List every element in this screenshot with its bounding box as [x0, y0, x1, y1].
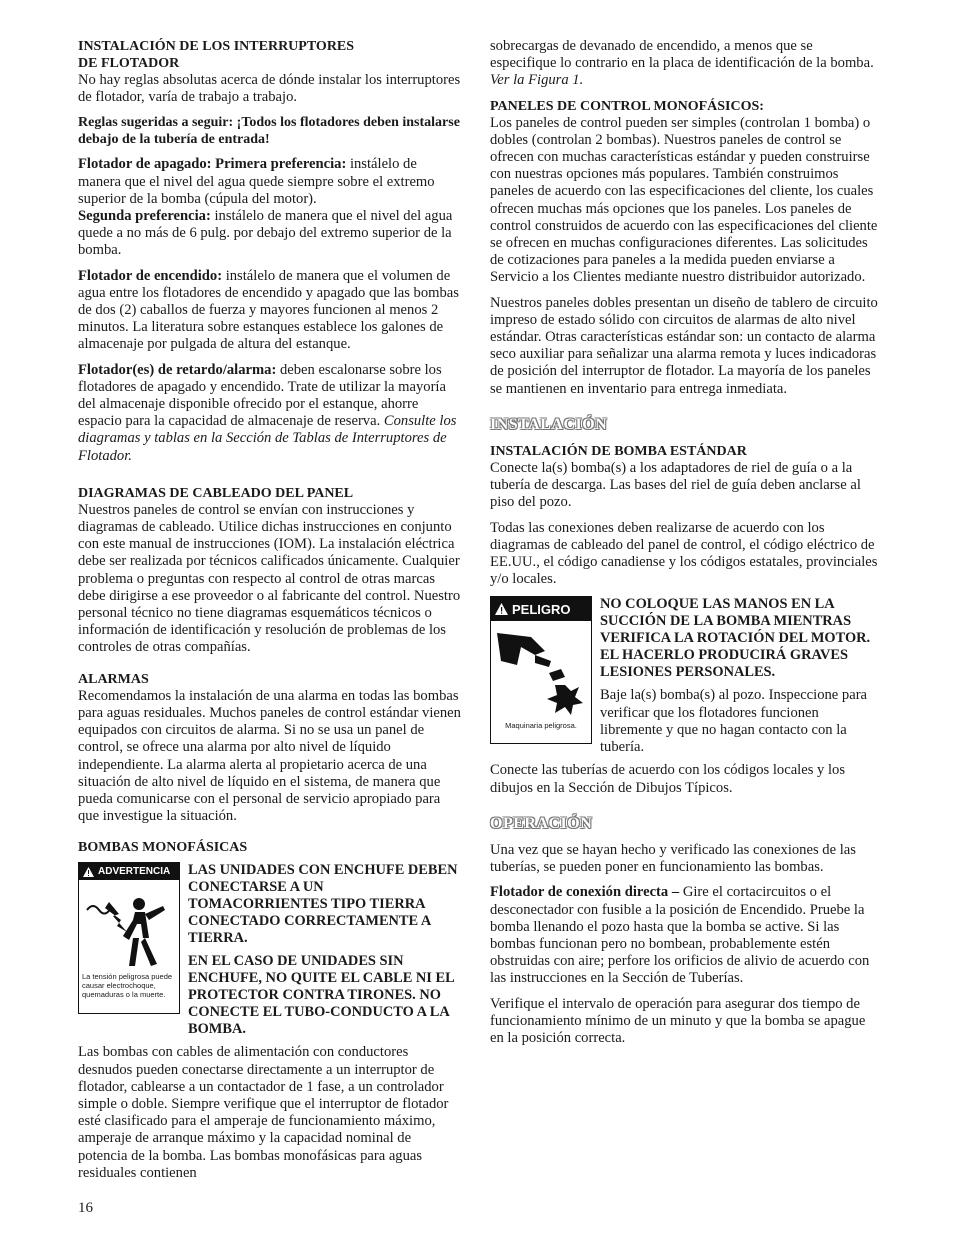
- installation-section-title: INSTALACIÓN: [490, 415, 608, 433]
- danger-triangle-icon: [495, 603, 508, 615]
- single-phase-heading: BOMBAS MONOFÁSICAS: [78, 840, 248, 856]
- panels-heading: PANELES DE CONTROL MONOFÁSICOS:: [490, 98, 764, 114]
- danger-label-panel: [490, 596, 592, 744]
- danger-text: NO COLOQUE LAS MANOS EN LA SUCCIÓN DE LA BOMBA MIENTRAS VERIFICA LA ROTACIÓN DEL MOTOR. EL HACERLO PRODUCIRÁ GRAVES LESIONES PERSONALES. Baje la(s) bomba(s) al pozo. Inspeccione para verificar que los flotadores funcionen libremente y que no hagan contacto con la tubería.: [600, 596, 871, 756]
- panels-text-1: Los paneles de control pueden ser simples (controlan 1 bomba) o dobles (controlan 2 bombas). Nuestros paneles de control se ofrecen con muchas características estándar y pueden construirse con nuestras opciones más populares. También construimos paneles de acuerdo con las especificaciones del cliente, los cuales ofrecen muchas más opciones que los paneles. Los paneles de control construidos de acuerdo con las especificaciones del cliente se ofrecen en muchas configuraciones diferentes. Las solicitudes de cotizaciones para paneles a la medida pueden enviarse a Servicio a los Clientes mediante nuestro distribuidor autorizado.: [490, 114, 878, 286]
- warning-tag: ADVERTENCIA: [79, 863, 179, 880]
- danger-block: [490, 596, 880, 756]
- panels-text-2: Nuestros paneles dobles presentan un diseño de tablero de circuito impreso de estado sólido con circuitos de alarmas de alto nivel estándar. Otras características estándar son: un contacto de alarma seco auxiliar para señalizar una alarma remota y luces indicadoras de posición del interruptor de flotador. La mayoría de los paneles se mantienen en inventario para entrega inmediata.: [490, 294, 878, 397]
- warning-triangle-icon: [83, 867, 94, 877]
- operation-section-title: OPERACIÓN: [490, 814, 593, 832]
- operation-text-2: Verifique el intervalo de operación para asegurar dos tiempo de funcionamiento mínimo de un minuto y que la bomba se apague en la posición correcta.: [490, 995, 866, 1046]
- float-on-paragraph: Flotador de encendido: instálelo de manera que el volumen de agua entre los flotadores de encendido y apagado que las bombas de dos (2) caballos de fuerza y mayores funcionen al menos 2 minutos. La literatura sobre estanques establece los galones de almacenaje por pulgada de altura del estanque.: [78, 267, 459, 353]
- operation-text-1: Una vez que se hayan hecho y verificado las conexiones de las tuberías, se pueden poner en funcionamiento las bombas.: [490, 841, 856, 876]
- right-column: [490, 38, 880, 1055]
- wiring-heading: DIAGRAMAS DE CABLEADO DEL PANEL: [78, 485, 354, 501]
- float-off-paragraph: Flotador de apagado: Primera preferencia: instálelo de manera que el nivel del agua quede siempre sobre el extremo superior de la bomba (cúpula del motor).: [78, 156, 435, 207]
- hand-hazard-icon: [491, 621, 587, 721]
- operation-direct-paragraph: Flotador de conexión directa – Gire el cortacircuitos o el desconectador con fusible a la posición de Encendido. Pruebe la bomba llenando el pozo hasta que la bomba se active. Si las bombas funcionan pero no bombean, probablemente estén obstruidas con aire; perfore los orificios de alivio de acuerdo con las instrucciones en la Sección de Tuberías.: [490, 884, 870, 987]
- danger-caption: Maquinaria peligrosa.: [505, 721, 577, 731]
- installation-text-3: Conecte las tuberías de acuerdo con los códigos locales y los dibujos en la Sección de Dibujos Típicos.: [490, 762, 846, 796]
- danger-tag: PELIGRO: [491, 597, 591, 621]
- alarms-text: Recomendamos la instalación de una alarma en todas las bombas para aguas residuales. Muchos paneles de control estándar vienen equipados con circuitos de alarma. Si no se usa un panel de control, se ofrece una alarma por alto nivel de líquido independiente. La alarma alerta al propietario acerca de una situación de alto nivel de líquido en el sistema, de manera que pueda comunicarse con el personal de servicio apropiado para que investigue la situación.: [78, 687, 461, 825]
- float-install-heading: INSTALACIÓN DE LOS INTERRUPTORES DE FLOTADOR: [78, 39, 355, 71]
- warning-block: [78, 862, 463, 1038]
- page-number: 16: [78, 1200, 93, 1216]
- warning-label-panel: [78, 862, 180, 1014]
- float-intro: No hay reglas absolutas acerca de dónde instalar los interruptores de flotador, varía de trabajo a trabajo.: [78, 72, 461, 106]
- installation-heading: INSTALACIÓN DE BOMBA ESTÁNDAR: [490, 444, 747, 460]
- installation-text-1: Conecte la(s) bomba(s) a los adaptadores de riel de guía o a la tubería de descarga. Las bases del riel de guía deben anclarse al piso del pozo.: [490, 460, 861, 511]
- continuation-text: sobrecargas de devanado de encendido, a menos que se especifique lo contrario en la placa de identificación de la bomba. Ver la Figura 1.: [490, 38, 874, 89]
- float-rules: Reglas sugeridas a seguir: ¡Todos los flotadores deben instalarse debajo de la tubería de entrada!: [78, 115, 460, 148]
- float-second-paragraph: Segunda preferencia: instálelo de manera que el nivel del agua quede a no más de 6 pulg. por debajo del extremo superior de la bomba.: [78, 208, 453, 259]
- electrocution-icon: [79, 880, 175, 972]
- single-phase-text: Las bombas con cables de alimentación con conductores desnudos pueden conectarse directamente a un interruptor de flotador, cablearse a un contactador de 1 fase, a un controlador simple o doble. Siempre verifique que el interruptor de flotador esté clasificado para el amperaje de funcionamiento máximo, amperaje de arranque máximo y la capacidad nominal de potencia de la bomba. Las bombas monofásicas para aguas residuales contienen: [78, 1044, 449, 1181]
- alarms-heading: ALARMAS: [78, 671, 149, 687]
- wiring-text: Nuestros paneles de control se envían con instrucciones y diagramas de cableado. Utilice dichas instrucciones en conjunto con este manual de instrucciones (IOM). La instalación eléctrica debe ser realizada por técnicos calificados únicamente. Cualquier problema o preguntas con respecto al control de otras marcas debe dirigirse a ese proveedor o al fabricante del control. Nuestro personal técnico no tiene diagramas esquemáticos técnicos o información de identificación y resolución de problemas de los controles de otras compañías.: [78, 501, 461, 656]
- float-lag-paragraph: Flotador(es) de retardo/alarma: deben escalonarse sobre los flotadores de apagado y encendido. Trate de utilizar la mayoría del almacenaje disponible ofrecido por el estanque, ahorre espacio para la capacidad de almacenaje de reserva. Consulte los diagramas y tablas en la Sección de Tablas de Interruptores de Flotador.: [78, 361, 457, 464]
- left-column: [78, 38, 463, 1190]
- warning-caption: La tensión peligrosa puede causar electrochoque, quemaduras o la muerte.: [82, 972, 173, 1000]
- warning-text: LAS UNIDADES CON ENCHUFE DEBEN CONECTARSE A UN TOMACORRIENTES TIPO TIERRA CONECTADO CORRECTAMENTE A TIERRA. EN EL CASO DE UNIDADES SIN ENCHUFE, NO QUITE EL CABLE NI EL PROTECTOR CONTRA TIRONES. NO CONECTE EL TUBO-CONDUCTO A LA BOMBA.: [188, 862, 458, 1038]
- installation-text-2: Todas las conexiones deben realizarse de acuerdo con los diagramas de cableado del panel de control, el código eléctrico de EE.UU., el código canadiense y los códigos estatales, provinciales y/o locales.: [490, 519, 878, 588]
